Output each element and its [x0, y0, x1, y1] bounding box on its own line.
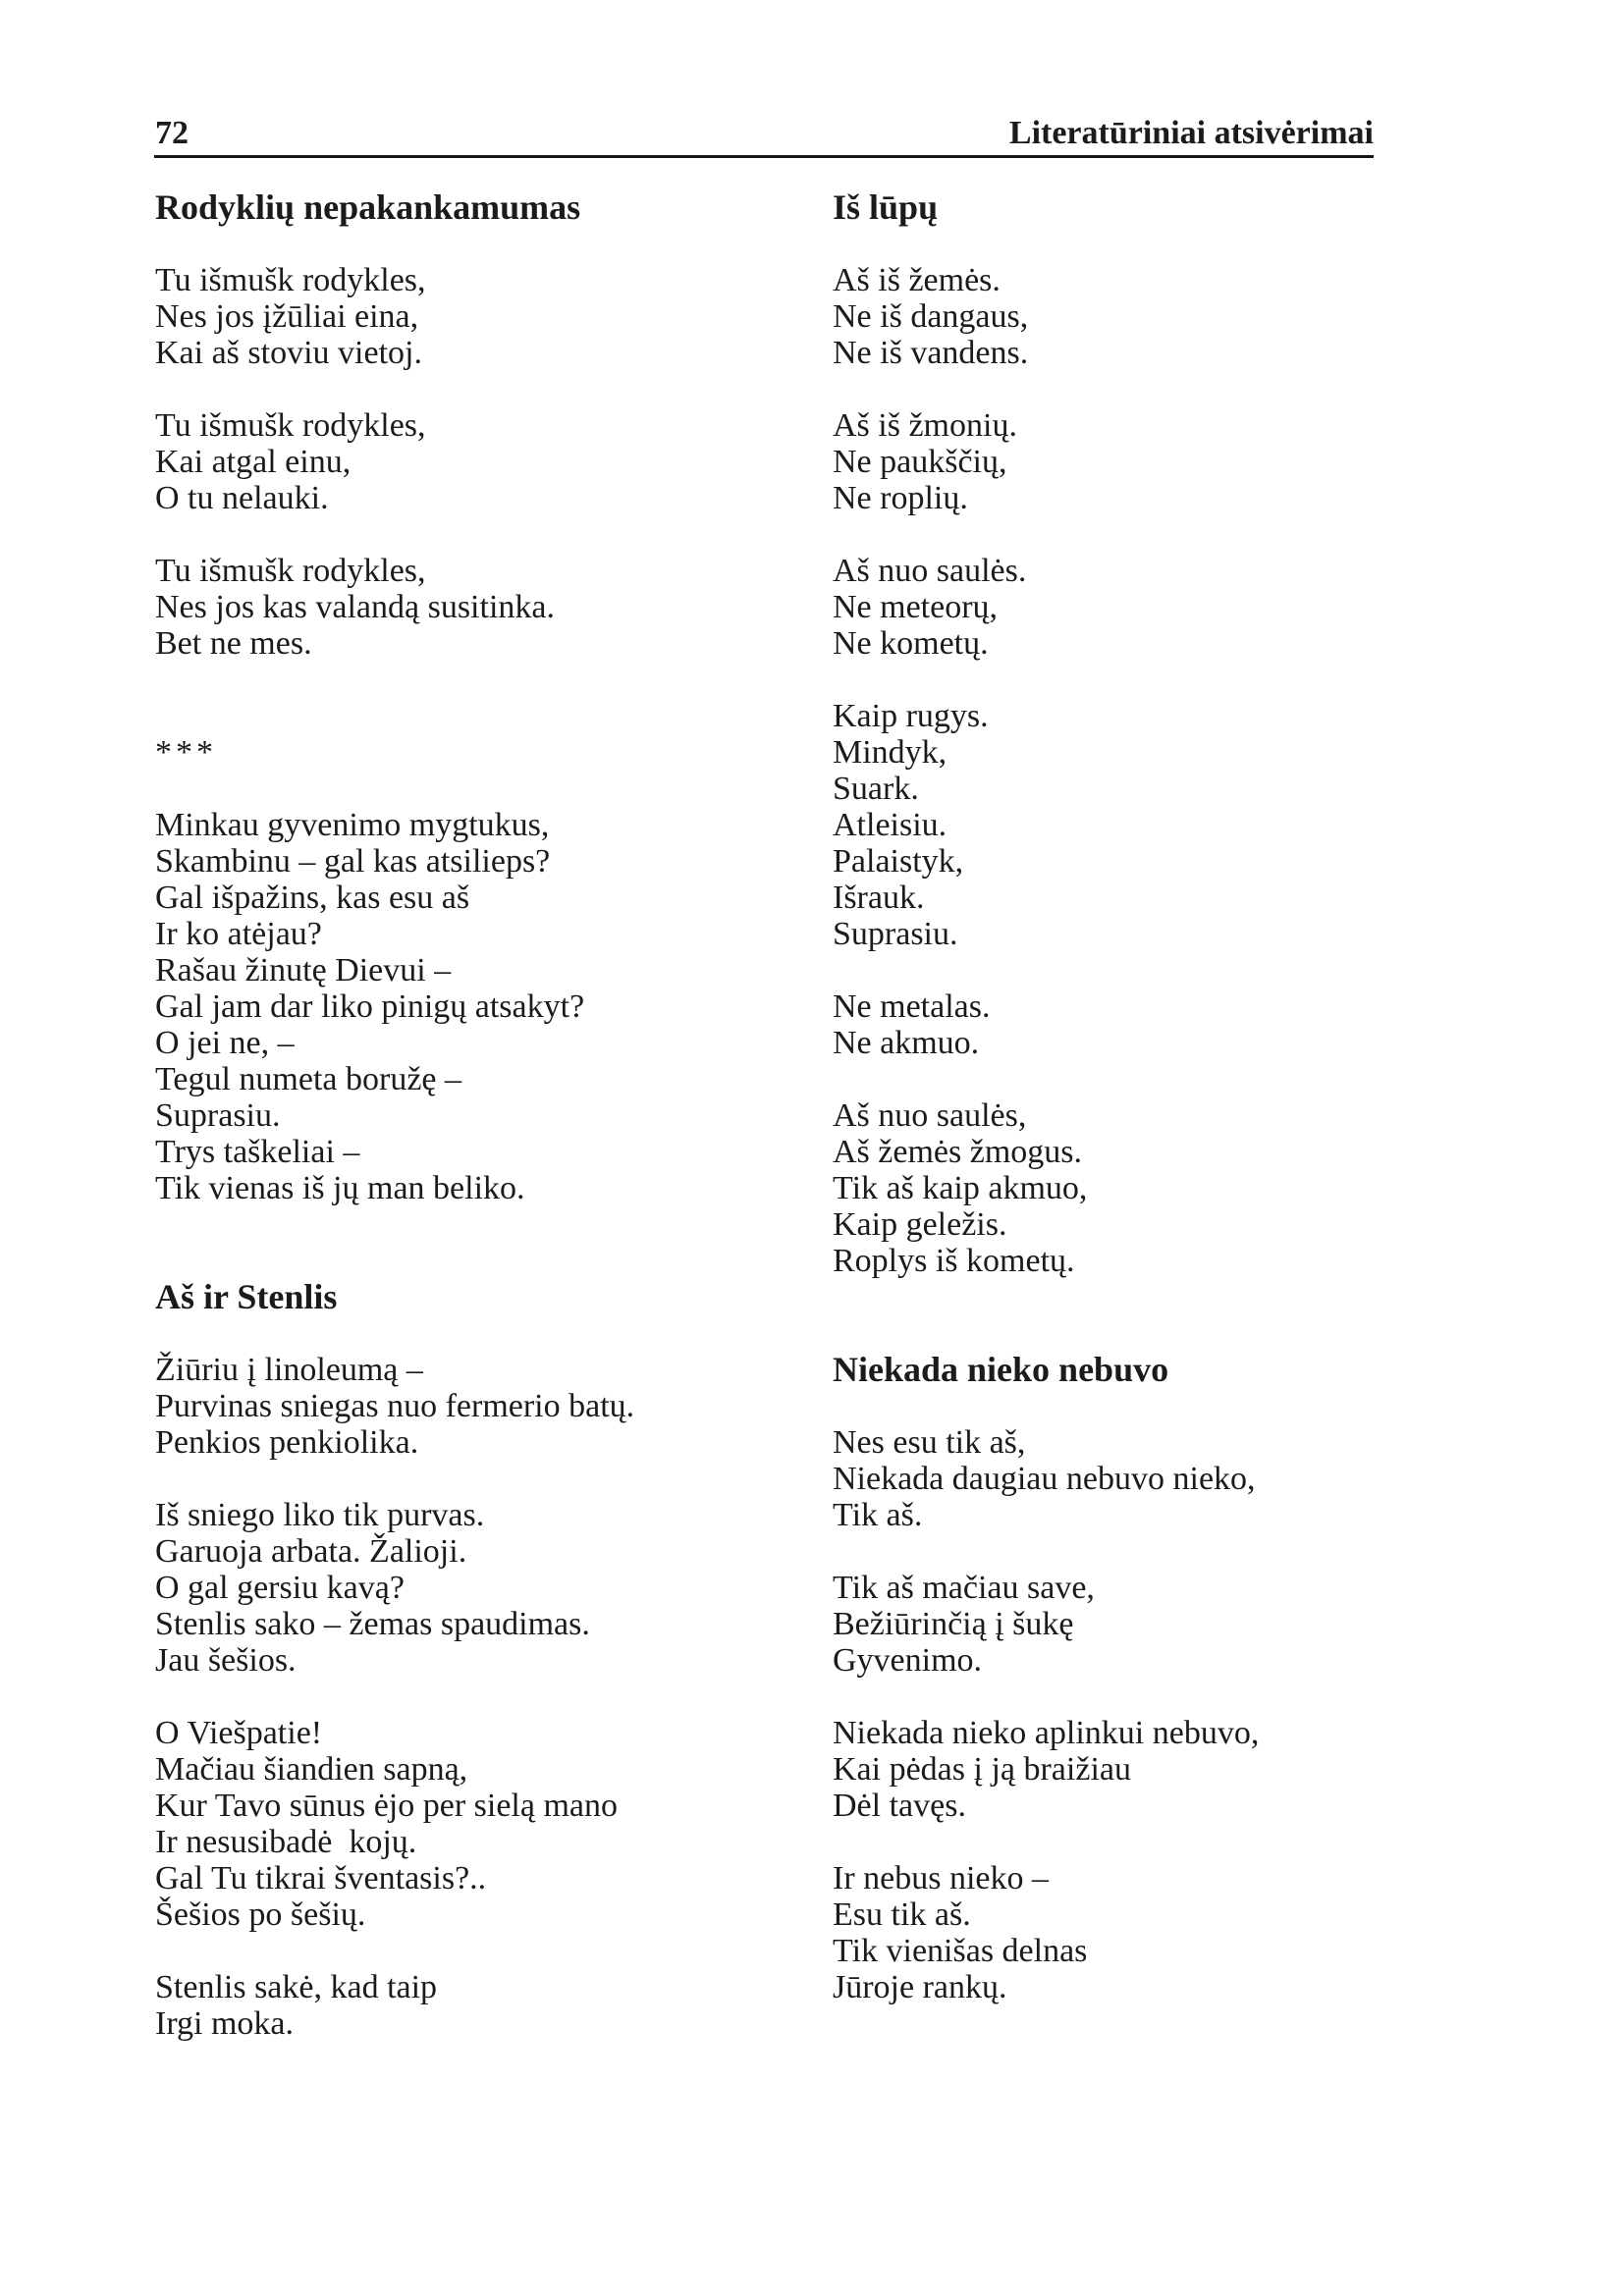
- poem-line: Trys taškeliai –: [155, 1134, 360, 1170]
- poem-line: Gyvenimo.: [833, 1642, 983, 1679]
- poem-line: Išrauk.: [833, 880, 925, 916]
- poem-line: Ne meteorų,: [833, 589, 999, 625]
- stanza: [155, 1969, 811, 2042]
- stanza: [155, 1352, 811, 1461]
- stanza: [833, 1424, 1461, 1533]
- poem-section: [155, 734, 811, 1206]
- poem-line: Nes jos kas valandą susitinka.: [155, 589, 555, 625]
- poem-line: Penkios penkiolika.: [155, 1424, 419, 1461]
- poem-line: Tu išmušk rodykles,: [155, 407, 426, 444]
- poem-line: Nes jos įžūliai eina,: [155, 298, 419, 335]
- right-column: [833, 189, 1461, 2005]
- poem-line: Gal jam dar liko pinigų atsakyt?: [155, 988, 585, 1025]
- poem-section: [155, 1279, 811, 2042]
- poem-line: Nes esu tik aš,: [833, 1424, 1026, 1461]
- poem-line: Ir ko atėjau?: [155, 916, 322, 952]
- stanza: [155, 1497, 811, 1679]
- poem-line: Tik vienas iš jų man beliko.: [155, 1170, 525, 1206]
- poem-section: [833, 1352, 1461, 2005]
- poem-line: Niekada nieko aplinkui nebuvo,: [833, 1715, 1260, 1751]
- poem-line: Mindyk,: [833, 734, 947, 771]
- stanza: [155, 553, 811, 662]
- stanza: [833, 1715, 1461, 1824]
- poem-line: Kai aš stoviu vietoj.: [155, 335, 422, 371]
- poem-line: O tu nelauki.: [155, 480, 329, 516]
- stanza: [155, 1715, 811, 1933]
- poem-line: Ne iš vandens.: [833, 335, 1029, 371]
- poem-section: [833, 189, 1461, 1279]
- poem-line: Tu išmušk rodykles,: [155, 262, 426, 298]
- poem-line: Bežiūrinčią į šukę: [833, 1606, 1074, 1642]
- stanza: [833, 407, 1461, 516]
- left-column: [155, 189, 811, 2042]
- poem-line: O Viešpatie!: [155, 1715, 323, 1751]
- page-number: 72: [155, 115, 189, 151]
- poem-line: Purvinas sniegas nuo fermerio batų.: [155, 1388, 635, 1424]
- stanza: [833, 553, 1461, 662]
- poem-line: Kaip geležis.: [833, 1206, 1007, 1243]
- poem-line: Aš iš žmonių.: [833, 407, 1017, 444]
- section-separator: ***: [155, 734, 217, 771]
- poem-line: Ir nebus nieko –: [833, 1860, 1050, 1896]
- poem-line: O gal gersiu kavą?: [155, 1570, 405, 1606]
- poem-line: Kai atgal einu,: [155, 444, 352, 480]
- poem-line: Jau šešios.: [155, 1642, 297, 1679]
- poem-line: Kaip rugys.: [833, 698, 989, 734]
- poem-line: Tik aš mačiau save,: [833, 1570, 1095, 1606]
- poem-line: Šešios po šešių.: [155, 1896, 366, 1933]
- poem-line: Tik vienišas delnas: [833, 1933, 1088, 1969]
- poem-line: Gal Tu tikrai šventasis?..: [155, 1860, 487, 1896]
- poem-line: Kai pėdas į ją braižiau: [833, 1751, 1131, 1788]
- stanza: [833, 1570, 1461, 1679]
- poem-line: Kur Tavo sūnus ėjo per sielą mano: [155, 1788, 619, 1824]
- poem-line: Ne kometų.: [833, 625, 989, 662]
- stanza: [155, 262, 811, 371]
- poem-line: Stenlis sakė, kad taip: [155, 1969, 438, 2005]
- stanza: [833, 698, 1461, 952]
- poem-line: Gal išpažins, kas esu aš: [155, 880, 470, 916]
- poem-line: Suark.: [833, 771, 919, 807]
- poem-title: Iš lūpų: [833, 187, 939, 227]
- running-title: Literatūriniai atsivėrimai: [1008, 115, 1374, 151]
- poem-line: Žiūriu į linoleumą –: [155, 1352, 423, 1388]
- poem-line: Niekada daugiau nebuvo nieko,: [833, 1461, 1256, 1497]
- stanza: [833, 1860, 1461, 2005]
- poem-line: Tegul numeta boružę –: [155, 1061, 462, 1097]
- poem-line: Ne metalas.: [833, 988, 991, 1025]
- stanza: [833, 262, 1461, 371]
- poem-line: Bet ne mes.: [155, 625, 312, 662]
- poem-line: Iš sniego liko tik purvas.: [155, 1497, 485, 1533]
- stanza: [155, 407, 811, 516]
- stanza: [155, 807, 811, 1206]
- poem-line: Ir nesusibadė kojų.: [155, 1824, 417, 1860]
- stanza: [833, 1097, 1461, 1279]
- poem-line: Minkau gyvenimo mygtukus,: [155, 807, 550, 843]
- poem-line: Stenlis sako – žemas spaudimas.: [155, 1606, 590, 1642]
- poem-line: Palaistyk,: [833, 843, 964, 880]
- poem-line: Tik aš.: [833, 1497, 923, 1533]
- poem-line: Dėl tavęs.: [833, 1788, 966, 1824]
- header-rule: [154, 155, 1374, 158]
- poem-line: Atleisiu.: [833, 807, 947, 843]
- poem-line: Mačiau šiandien sapną,: [155, 1751, 468, 1788]
- poem-section: [155, 189, 811, 662]
- poem-line: Garuoja arbata. Žalioji.: [155, 1533, 467, 1570]
- poem-line: Esu tik aš.: [833, 1896, 971, 1933]
- stanza: [833, 988, 1461, 1061]
- poem-line: O jei ne, –: [155, 1025, 295, 1061]
- poem-line: Suprasiu.: [833, 916, 958, 952]
- poem-line: Ne paukščių,: [833, 444, 1007, 480]
- poem-line: Aš nuo saulės.: [833, 553, 1027, 589]
- poem-line: Ne akmuo.: [833, 1025, 980, 1061]
- poem-line: Aš nuo saulės,: [833, 1097, 1027, 1134]
- poem-line: Aš iš žemės.: [833, 262, 1001, 298]
- poem-title: Niekada nieko nebuvo: [833, 1350, 1169, 1389]
- poem-line: Aš žemės žmogus.: [833, 1134, 1083, 1170]
- poem-line: Rašau žinutę Dievui –: [155, 952, 452, 988]
- poem-line: Suprasiu.: [155, 1097, 281, 1134]
- poem-line: Ne roplių.: [833, 480, 968, 516]
- poem-line: Roplys iš kometų.: [833, 1243, 1075, 1279]
- poem-line: Ne iš dangaus,: [833, 298, 1029, 335]
- poem-line: Tu išmušk rodykles,: [155, 553, 426, 589]
- poem-title: Aš ir Stenlis: [155, 1277, 338, 1316]
- poem-line: Jūroje rankų.: [833, 1969, 1007, 2005]
- poem-line: Irgi moka.: [155, 2005, 295, 2042]
- poem-line: Skambinu – gal kas atsilieps?: [155, 843, 551, 880]
- poem-line: Tik aš kaip akmuo,: [833, 1170, 1088, 1206]
- poem-title: Rodyklių nepakankamumas: [155, 187, 581, 227]
